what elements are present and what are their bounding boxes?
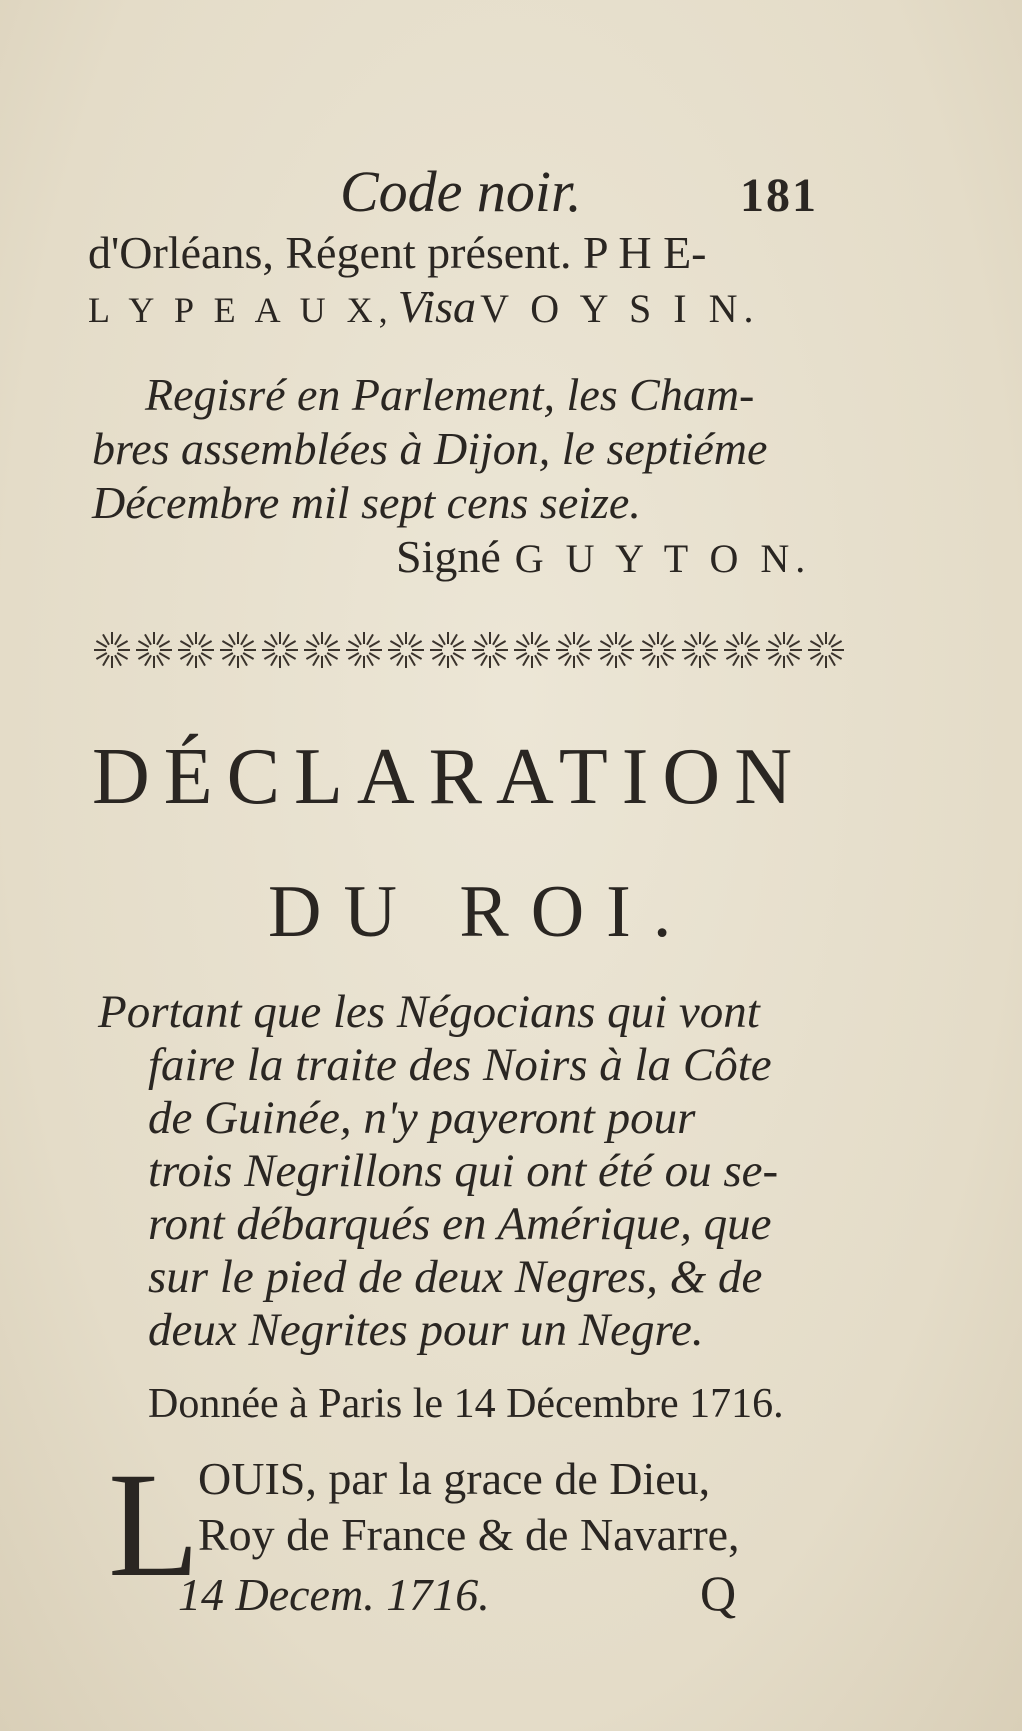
ornament-ray [516,641,526,647]
drop-capital: L [108,1442,200,1608]
ornament-ray [523,655,529,665]
ornament-ray [432,641,442,647]
ornament-ray [180,641,190,647]
registration-line-3: Décembre mil sept cens seize. [92,477,641,528]
ornament-ray [649,655,655,665]
ornament-ray [285,653,295,659]
ornament-ray [241,655,247,665]
signature-mark: Q [700,1565,737,1621]
summary-line-7: deux Negrites pour un Negre. [148,1304,704,1356]
ornament-ray [439,634,445,644]
ornament-ray [663,653,673,659]
ornament-ray [157,655,163,665]
ornament-ray [439,655,445,665]
ornament-ray [810,653,820,659]
ornament-ray [516,653,526,659]
ornament-ray [432,653,442,659]
ornament-ray [367,655,373,665]
body-line-2: Roy de France & de Navarre, [198,1509,740,1560]
ornament-ray [558,653,568,659]
ornament-ray [229,634,235,644]
ornament-ray [577,655,583,665]
ornament-ray [187,655,193,665]
registration-line-1: Regisré en Parlement, les Cham- [145,369,755,420]
ornament-ray [306,653,316,659]
printers-ornament-band [90,622,850,678]
ornament-ray [619,655,625,665]
summary-line-4: trois Negrillons qui ont été ou se- [148,1145,779,1197]
ornament-ray [451,634,457,644]
signatory-guyton: G U Y T O N. [514,536,812,581]
ornament-ray [369,641,379,647]
summary-line-5: ront débarqués en Amérique, que [148,1198,772,1250]
ornament-ray [369,653,379,659]
ornament-ray [201,653,211,659]
ornament-ray [684,641,694,647]
ornament-ray [810,641,820,647]
ornament-ray [600,641,610,647]
ornament-ray [817,634,823,644]
ornament-ray [271,655,277,665]
ornament-ray [621,641,631,647]
ornament-ray [705,641,715,647]
ornament-ray [367,634,373,644]
ornament-ray [733,655,739,665]
ornament-ray [264,641,274,647]
ornament-ray [390,641,400,647]
page-number: 181 [740,169,818,222]
ornament-ray [180,653,190,659]
ornament-ray [523,634,529,644]
continuation-line-1: d'Orléans, Régent présent. P H E- [88,227,707,278]
ornament-ray [199,655,205,665]
registration-signature [396,530,811,583]
signatory-phelypeaux: L Y P E A U X, [88,290,394,330]
ornament-ray [691,634,697,644]
ornament-ray [558,641,568,647]
ornament-ray [285,641,295,647]
ornament-ray [243,653,253,659]
ornament-ray [355,655,361,665]
ornament-ray [138,641,148,647]
ornament-ray [327,653,337,659]
ornament-ray [481,634,487,644]
ornament-ray [313,634,319,644]
ornament-ray [747,653,757,659]
ornament-ray [241,634,247,644]
ornament-ray [607,634,613,644]
ornament-ray [313,655,319,665]
ornament-ray [103,634,109,644]
ornament-ray [453,653,463,659]
ornament-ray [621,653,631,659]
ornament-ray [775,634,781,644]
ornament-ray [661,655,667,665]
visa-word: Visa [397,281,477,332]
ornament-ray [726,653,736,659]
ornament-ray [201,641,211,647]
ornament-ray [619,634,625,644]
ornament-ray [411,641,421,647]
ornament-ray [243,641,253,647]
ornament-ray [745,655,751,665]
declaration-subheading: DU ROI. [268,871,694,953]
ornament-ray [229,655,235,665]
ornament-ray [829,655,835,665]
ornament-ray [115,634,121,644]
ornament-ray [705,653,715,659]
ornament-ray [325,634,331,644]
ornament-ray [411,653,421,659]
ornament-ray [117,653,127,659]
ornament-ray [199,634,205,644]
ornament-ray [649,634,655,644]
ornament-ray [493,655,499,665]
ornament-ray [348,653,358,659]
ornament-ray [159,641,169,647]
ornament-ray [537,653,547,659]
ornament-ray [481,655,487,665]
declaration-heading: DÉCLARATION [92,733,806,821]
ornament-ray [789,641,799,647]
ornament-ray [829,634,835,644]
ornament-ray [283,634,289,644]
ornament-ray [409,634,415,644]
ornament-ray [145,634,151,644]
summary-line-2: faire la traite des Noirs à la Côte [148,1039,772,1091]
ornament-ray [768,641,778,647]
ornament-ray [733,634,739,644]
ornament-ray [703,655,709,665]
ornament-ray [96,653,106,659]
ornament-ray [600,653,610,659]
ornament-ray [535,634,541,644]
ornament-ray [607,655,613,665]
ornament-ray [747,641,757,647]
ornament-ray [271,634,277,644]
ornament-ray [325,655,331,665]
ornament-ray [787,634,793,644]
ornament-ray [222,641,232,647]
ornament-ray [661,634,667,644]
ornament-ray [768,653,778,659]
ornament-ray [283,655,289,665]
ornament-ray [474,653,484,659]
body-line-1: OUIS, par la grace de Dieu, [198,1453,711,1504]
given-date-line: Donnée à Paris le 14 Décembre 1716. [148,1381,784,1427]
ornament-ray [691,655,697,665]
ornament-ray [787,655,793,665]
ornament-ray [684,653,694,659]
ornament-ray [145,655,151,665]
ornament-ray [775,655,781,665]
ornament-ray [537,641,547,647]
summary-line-3: de Guinée, n'y payeront pour [148,1092,696,1144]
ornament-ray [493,634,499,644]
registration-line-2: bres assemblées à Dijon, le septiéme [92,423,768,474]
ornament-ray [565,634,571,644]
ornament-ray [397,634,403,644]
ornament-ray [117,641,127,647]
ornament-ray [579,641,589,647]
ornament-ray [451,655,457,665]
ornament-ray [157,634,163,644]
ornament-ray [327,641,337,647]
ornament-ray [138,653,148,659]
ornament-ray [495,653,505,659]
ornament-ray [222,653,232,659]
ornament-ray [159,653,169,659]
ornament-ray [96,641,106,647]
ornament-ray [453,641,463,647]
ornament-ray [474,641,484,647]
ornament-ray [103,655,109,665]
ornament-ray [745,634,751,644]
ornament-ray [390,653,400,659]
ornament-ray [495,641,505,647]
ornament-ray [306,641,316,647]
ornament-ray [579,653,589,659]
ornament-ray [831,641,841,647]
running-title: Code noir. [340,159,582,224]
ornament-ray [535,655,541,665]
ornament-ray [831,653,841,659]
continuation-line-2 [88,280,759,333]
ornament-ray [348,641,358,647]
ornament-ray [115,655,121,665]
ornament-ray [577,634,583,644]
ornament-ray [409,655,415,665]
ornament-ray [663,641,673,647]
ornament-ray [642,653,652,659]
signatory-voysin: V O Y S I N. [480,286,760,331]
ornament-ray [703,634,709,644]
ornament-ray [397,655,403,665]
summary-line-6: sur le pied de deux Negres, & de [148,1251,763,1303]
ornament-ray [355,634,361,644]
summary-line-1: Portant que les Négocians qui vont [98,986,760,1038]
signed-prefix: Signé [396,531,501,582]
ornament-ray [817,655,823,665]
ornament-ray [726,641,736,647]
ornament-ray [642,641,652,647]
marginal-date: 14 Decem. 1716. [178,1569,490,1620]
ornament-ray [565,655,571,665]
ornament-ray [789,653,799,659]
ornament-ray [187,634,193,644]
ornament-ray [264,653,274,659]
